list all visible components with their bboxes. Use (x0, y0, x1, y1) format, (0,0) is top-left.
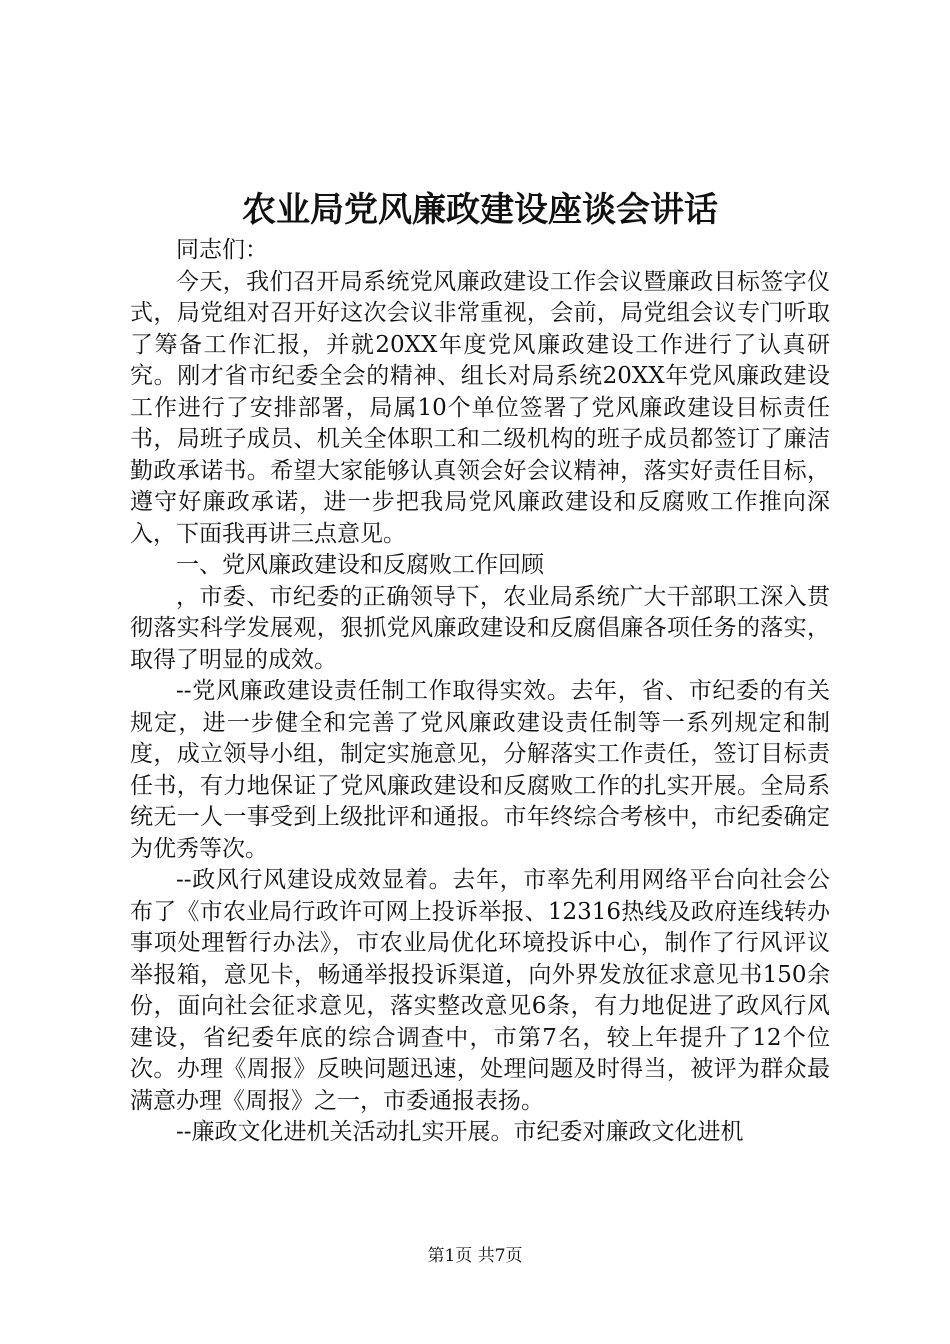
salutation: 同志们： (176, 237, 268, 263)
document-body (130, 235, 830, 1149)
section-heading: 一、党风廉政建设和反腐败工作回顾 (176, 552, 544, 578)
paragraph-review: ，市委、市纪委的正确领导下，农业局系统广大干部职工深入贯彻落实科学发展观，狠抓党风廉政建设和反腐倡廉各项任务的落实，取得了明显的成效。 (130, 583, 830, 673)
paragraph-responsibility: --党风廉政建设责任制工作取得实效。去年，省、市纪委的有关规定，进一步健全和完善了党风廉政建设责任制等一系列规定和制度，成立领导小组，制定实施意见，分解落实工作责任，签订目标责任书，有力地保证了党风廉政建设和反腐败工作的扎实开展。全局系统无一人一事受到上级批评和通报。市年终综合考核中，市纪委确定为优秀等次。 (130, 678, 830, 862)
paragraph-culture: --廉政文化进机关活动扎实开展。市纪委对廉政文化进机 (176, 1119, 744, 1145)
paragraph-intro: 今天，我们召开局系统党风廉政建设工作会议暨廉政目标签字仪式，局党组对召开好这次会议非常重视，会前，局党组会议专门听取了筹备工作汇报，并就20XX年度党风廉政建设工作进行了认真研究。刚才省市纪委全会的精神、组长对局系统20XX年党风廉政建设工作进行了安排部署，局属10个单位签署了党风廉政建设目标责任书，局班子成员、机关全体职工和二级机构的班子成员都签订了廉洁勤政承诺书。希望大家能够认真领会好会议精神，落实好责任目标，遵守好廉政承诺，进一步把我局党风廉政建设和反腐败工作推向深入，下面我再讲三点意见。 (130, 268, 830, 547)
paragraph-conduct: --政风行风建设成效显着。去年，市率先利用网络平台向社会公布了《市农业局行政许可网上投诉举报、12316热线及政府连线转办事项处理暂行办法》，市农业局优化环境投诉中心，制作了行风评议举报箱，意见卡，畅通举报投诉渠道，向外界发放征求意见书150余份，面向社会征求意见，落实整改意见6条，有力地促进了政风行风建设，省纪委年底的综合调查中，市第7名，较上年提升了12个位次。办理《周报》反映问题迅速，处理问题及时得当，被评为群众最满意办理《周报》之一，市委通报表扬。 (130, 867, 830, 1114)
document-title: 农业局党风廉政建设座谈会讲话 (242, 190, 718, 230)
page-number-footer: 第1页 共7页 (427, 1246, 523, 1266)
